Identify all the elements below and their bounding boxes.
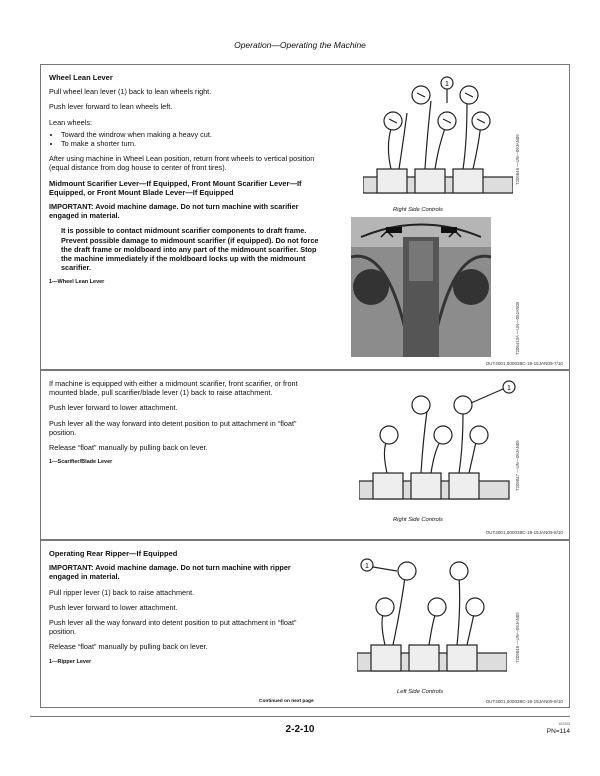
machine-photo <box>351 217 491 357</box>
heading-rear-ripper: Operating Rear Ripper—If Equipped <box>49 549 178 558</box>
important-note: IMPORTANT: Avoid machine damage. Do not turn machine with scarifier engaged in material. <box>49 202 299 221</box>
reference-code: OUT4001,000038C-19-15JAN09-9/10 <box>485 699 563 704</box>
figure-tag: T206413A —UN—05JAN09 <box>515 301 520 355</box>
reference-code: OUT4001,000038C-19-15JAN09-8/10 <box>485 530 563 535</box>
pn-number: PN=114 <box>546 728 570 735</box>
reference-code: OUT4001,000038C-19-15JAN09-7/10 <box>485 361 563 366</box>
revision-code: 102303 <box>558 722 570 726</box>
figure-legend: 1—Wheel Lean Lever <box>49 279 105 286</box>
figure-legend: 1—Ripper Lever <box>49 658 92 665</box>
paragraph: Lean wheels: <box>49 117 93 127</box>
callout-number: 1 <box>507 385 511 392</box>
paragraph: Push lever all the way forward into detent position to put attachment in “float” position. <box>49 418 297 437</box>
callout-number: 1 <box>365 563 369 570</box>
footer-rule <box>30 716 570 717</box>
lever-diagram-left <box>357 547 507 687</box>
figure-caption: Left Side Controls <box>397 689 444 695</box>
callout-number: 1 <box>445 81 449 88</box>
paragraph: Pull wheel lean lever (1) back to lean wheels right. <box>49 87 212 97</box>
figure-tag: T209846 —UN—09JAN09 <box>515 134 520 185</box>
figure-legend: 1—Scarifier/Blade Lever <box>49 459 113 466</box>
paragraph: Pull ripper lever (1) back to raise attachment. <box>49 587 195 597</box>
bullet-item: • To make a shorter turn. <box>61 139 319 148</box>
text-column <box>49 379 319 467</box>
paragraph: After using machine in Wheel Lean position, return front wheels to vertical position (equal distance from dog house to center of front tires). <box>49 154 315 173</box>
paragraph: Release “float” manually by pulling back on lever. <box>49 443 208 453</box>
paragraph: If machine is equipped with either a midmount scarifier, front scarifier, or front mounted blade, pull scarifier/blade lever (1) back to raise attachment. <box>49 379 298 398</box>
paragraph: Push lever forward to lower attachment. <box>49 403 178 413</box>
figure-caption: Right Side Controls <box>393 207 443 213</box>
figure-caption: Right Side Controls <box>393 517 443 523</box>
important-note: IMPORTANT: Avoid machine damage. Do not turn machine with ripper engaged in material. <box>49 563 291 582</box>
section-scarifier-lever <box>40 370 570 540</box>
figure-tag: T209848 —UN—09JAN09 <box>515 612 520 663</box>
important-detail: It is possible to contact midmount scarifier components to draft frame. Prevent possible damage to midmount scarifier (if equipped). Do not force the draft frame or moldboard into any part of the midmount scarifier. Stop the machine immediately if the moldboard locks up with the midmount scarifier. <box>61 226 319 273</box>
section-rear-ripper <box>40 540 570 708</box>
page-number: 2-2-10 <box>285 724 315 735</box>
paragraph: Push lever all the way forward into detent position to put attachment in “float” position. <box>49 618 297 637</box>
text-column <box>49 549 319 667</box>
paragraph: Release “float” manually by pulling back on lever. <box>49 642 208 652</box>
lever-diagram-right <box>359 377 519 517</box>
heading-scarifier: Midmount Scarifier Lever—If Equipped, Front Mount Scarifier Lever—If Equipped, or Front Mount Blade Lever—If Equipped <box>49 178 302 197</box>
text-column <box>49 73 319 288</box>
figure-tag: T209847 —UN—09JAN09 <box>515 440 520 491</box>
continued-note: Continued on next page <box>259 699 314 704</box>
page-header: Operation—Operating the Machine <box>234 40 366 50</box>
bullet-list <box>49 130 319 148</box>
lever-diagram-right <box>363 73 513 211</box>
bullet-item: • Toward the windrow when making a heavy cut. <box>61 130 319 139</box>
heading-wheel-lean: Wheel Lean Lever <box>49 73 113 82</box>
paragraph: Push lever forward to lower attachment. <box>49 602 178 612</box>
section-wheel-lean <box>40 64 570 370</box>
paragraph: Push lever forward to lean wheels left. <box>49 102 173 112</box>
